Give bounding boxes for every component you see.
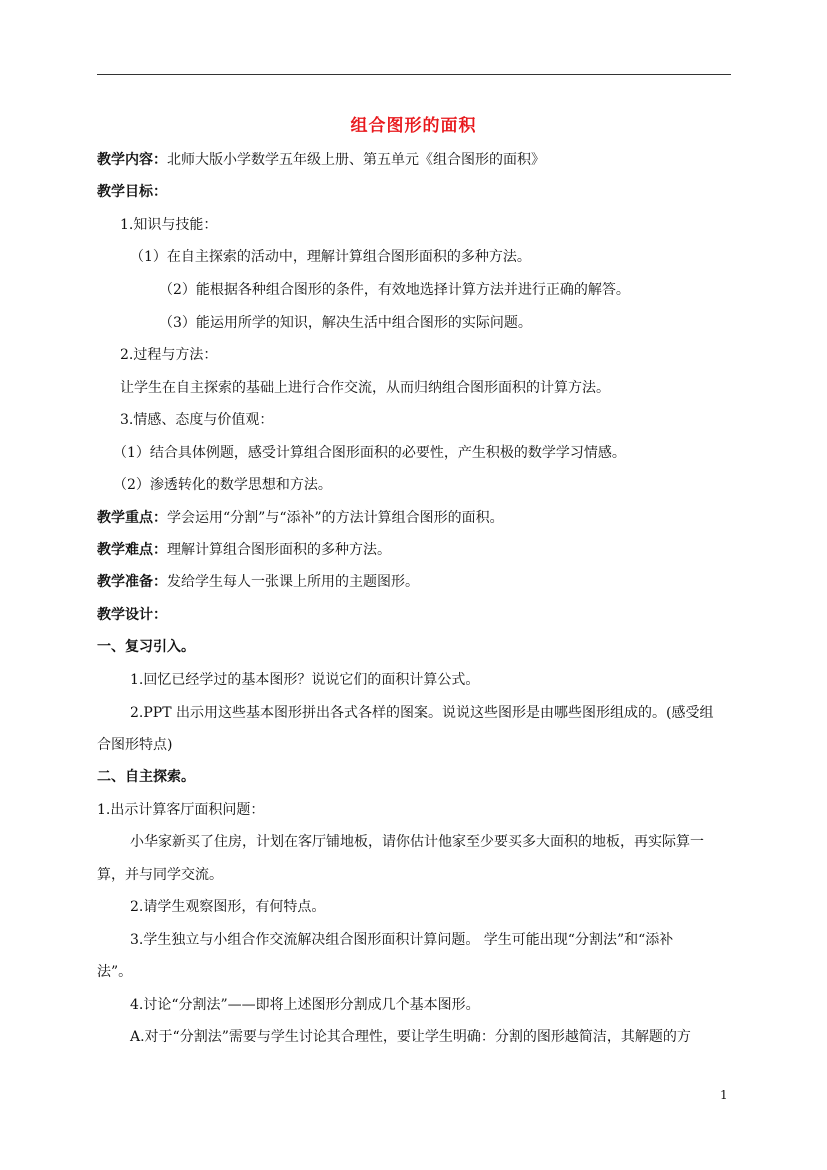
goal2-text: 让学生在自主探索的基础上进行合作交流，从而归纳组合图形面积的计算方法。 bbox=[120, 380, 610, 396]
goal1-heading: 1.知识与技能： bbox=[120, 217, 218, 233]
difficulty-text: 理解计算组合图形面积的多种方法。 bbox=[167, 542, 391, 558]
section1-paragraph-1: 1.回忆已经学过的基本图形？说说它们的面积计算公式。 bbox=[130, 672, 480, 688]
focus-text: 学会运用“分割”与“添补”的方法计算组合图形的面积。 bbox=[167, 510, 504, 526]
prep-line bbox=[97, 572, 419, 592]
goal1-item-1: （1）在自主探索的活动中，理解计算组合图形面积的多种方法。 bbox=[130, 249, 531, 265]
goal1-item-3: （3）能运用所学的知识，解决生活中组合图形的实际问题。 bbox=[159, 315, 532, 331]
teaching-content-text: 北师大版小学数学五年级上册、第五单元《组合图形的面积》 bbox=[167, 152, 545, 168]
goal3-heading: 3.情感、态度与价值观： bbox=[120, 412, 274, 428]
teaching-content-line bbox=[97, 150, 545, 170]
goal1-item-2: （2）能根据各种组合图形的条件，有效地选择计算方法并进行正确的解答。 bbox=[159, 282, 630, 298]
section1-paragraph-2-line-2: 合图形特点) bbox=[97, 737, 173, 753]
prep-text: 发给学生每人一张课上所用的主题图形。 bbox=[167, 574, 419, 590]
section2-paragraph-4-line-1: 3.学生独立与小组合作交流解决组合图形面积计算问题。 学生可能出现“分割法”和“添补 bbox=[130, 932, 674, 948]
document-title: 组合图形的面积 bbox=[350, 116, 477, 136]
section2-paragraph-5: 4.讨论“分割法”——即将上述图形分割成几个基本图形。 bbox=[130, 997, 480, 1013]
goal2-heading: 2.过程与方法： bbox=[120, 347, 218, 363]
goals-heading: 教学目标： bbox=[97, 184, 167, 200]
prep-label: 教学准备： bbox=[97, 574, 167, 590]
section1-heading: 一、复习引入。 bbox=[97, 639, 195, 655]
difficulty-label: 教学难点： bbox=[97, 542, 167, 558]
difficulty-line bbox=[97, 540, 391, 560]
goal3-item-2: （2）渗透转化的数学思想和方法。 bbox=[113, 477, 332, 493]
design-heading: 教学设计： bbox=[97, 607, 167, 623]
section2-heading: 二、自主探索。 bbox=[97, 769, 195, 785]
section2-paragraph-6: A.对于“分割法”需要与学生讨论其合理性，要让学生明确：分割的图形越简洁，其解题的方 bbox=[130, 1029, 691, 1045]
section2-paragraph-1: 1.出示计算客厅面积问题： bbox=[97, 802, 265, 818]
section2-paragraph-4-line-2: 法”。 bbox=[97, 964, 133, 980]
focus-label: 教学重点： bbox=[97, 510, 167, 526]
focus-line bbox=[97, 508, 504, 528]
section2-paragraph-2-line-1: 小华家新买了住房，计划在客厅铺地板，请你估计他家至少要买多大面积的地板，再实际算一 bbox=[130, 834, 704, 850]
header-rule bbox=[97, 74, 731, 75]
section2-paragraph-2-line-2: 算，并与同学交流。 bbox=[97, 867, 223, 883]
section1-paragraph-2-line-1: 2.PPT 出示用这些基本图形拼出各式各样的图案。说说这些图形是由哪些图形组成的。(感受组 bbox=[130, 705, 714, 721]
goal3-item-1: （1）结合具体例题，感受计算组合图形面积的必要性，产生积极的数学学习情感。 bbox=[113, 445, 626, 461]
section2-paragraph-3: 2.请学生观察图形，有何特点。 bbox=[130, 899, 326, 915]
page-number: 1 bbox=[720, 1088, 728, 1102]
teaching-content-label: 教学内容： bbox=[97, 152, 167, 168]
